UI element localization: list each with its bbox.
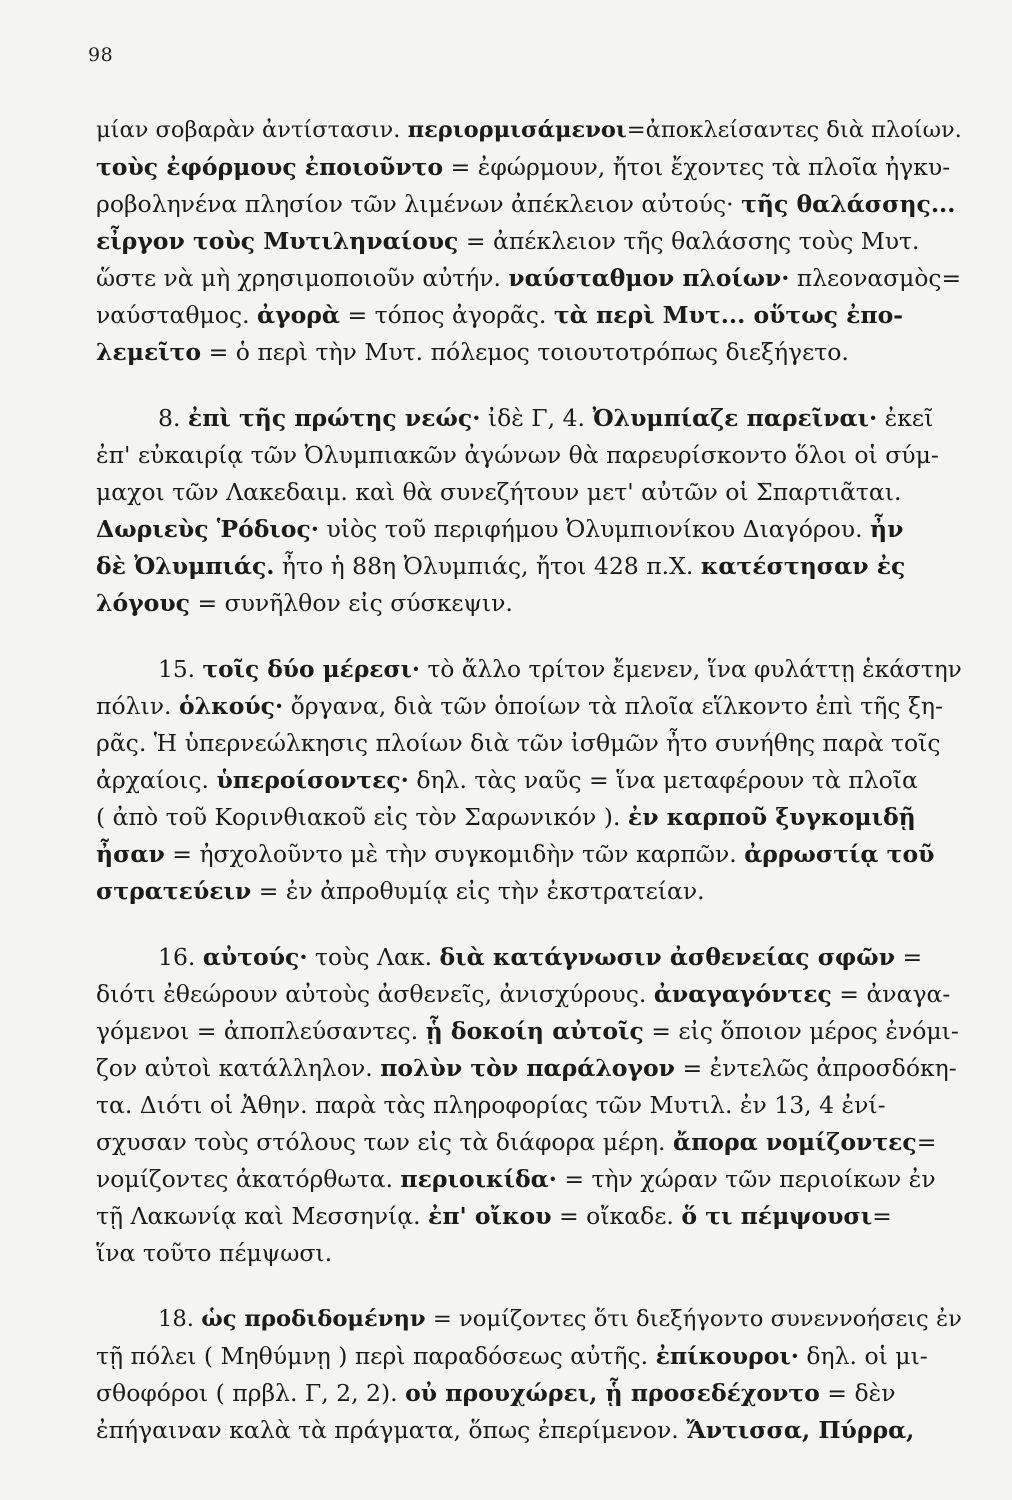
lemma-term: ἦν — [870, 515, 904, 543]
lemma-term: δὲ Ὀλυμπιάς. — [96, 552, 275, 580]
gloss-text: ἐκεῖ — [877, 404, 934, 432]
gloss-text: ρᾶς. Ἡ ὑπερνεώλκησις πλοίων διὰ τῶν ἰσθμῶν ἦτο συνήθης παρὰ τοῖς — [96, 729, 941, 757]
text-line — [96, 725, 962, 762]
lemma-term: αὐτούς· — [202, 943, 308, 971]
gloss-text: = δὲν — [819, 1379, 896, 1407]
text-line — [96, 836, 962, 873]
gloss-text: 15. — [158, 656, 203, 683]
lemma-term: στρατεύειν — [96, 877, 252, 905]
lemma-term: τὰ περὶ Μυτ... οὕτως ἐπο- — [553, 301, 904, 329]
gloss-text: = νομίζοντες ὅτι διεξήγοντο συνεννοήσεις ἐν — [425, 1306, 962, 1332]
gloss-text: μαχοι τῶν Λακεδαιμ. καὶ θὰ συνεζήτουν μετ' αὐτῶν οἱ Σπαρτιᾶται. — [96, 478, 902, 506]
gloss-text: ὄργανα, διὰ τῶν ὁποίων τὰ πλοῖα εἵλκοντο ἐπὶ τῆς ξη- — [283, 692, 943, 720]
gloss-text: = ἐν ἀπροθυμίᾳ εἰς τὴν ἐκστρατείαν. — [251, 877, 705, 905]
text-line — [96, 1301, 962, 1338]
lemma-term: ἀγορὰ — [257, 301, 341, 329]
gloss-text: ναύσταθμος. — [96, 301, 258, 329]
lemma-term: λόγους — [96, 589, 190, 617]
gloss-text: = ὁ περὶ τὴν Μυτ. πόλεμος τοιουτοτρόπως διεξήγετο. — [201, 338, 849, 366]
text-line — [96, 688, 962, 725]
gloss-text: 8. — [158, 404, 188, 432]
gloss-text: δηλ. τὰς ναῦς = ἵνα μεταφέρουν τὰ πλοῖα — [408, 766, 918, 794]
text-line — [96, 1375, 962, 1412]
lemma-term: ἐπὶ τῆς πρώτης νεώς· — [187, 404, 481, 432]
text-line — [96, 651, 962, 688]
lemma-term: ὅ τι πέμψουσι — [681, 1202, 873, 1230]
text-line — [96, 1050, 962, 1087]
gloss-text: = — [895, 943, 923, 971]
gloss-text: = συνῆλθον εἰς σύσκεψιν. — [189, 589, 513, 617]
lemma-term: περιορμισάμενοι — [407, 117, 627, 143]
text-line — [96, 149, 962, 186]
lemma-term: κατέστησαν ἐς — [700, 552, 906, 580]
lemma-term: ἦσαν — [96, 840, 165, 868]
gloss-text: = — [916, 1128, 937, 1156]
text-line — [96, 976, 962, 1013]
gloss-text: πόλιν. — [96, 692, 179, 720]
lemma-term: εἶργον τοὺς Μυτιληναίους — [96, 227, 459, 255]
text-line — [96, 334, 962, 371]
text-line — [96, 762, 962, 799]
gloss-text: = ἀναγα- — [831, 980, 951, 1008]
text-line — [96, 1087, 962, 1124]
gloss-text: 16. — [158, 943, 203, 971]
text-line — [96, 1412, 962, 1449]
gloss-text: = ἐντελῶς ἀπροσδόκη- — [674, 1054, 957, 1082]
lemma-term: ὑπεροίσοντες· — [216, 766, 409, 794]
lemma-term: ᾗ δοκοίη αὐτοῖς — [425, 1017, 644, 1045]
lemma-term: ἐπ' οἴκου — [428, 1202, 552, 1230]
page-number: 98 — [88, 44, 114, 66]
gloss-text: διότι ἐθεώρουν αὐτοὺς ἀσθενεῖς, ἀνισχύρους. — [96, 980, 654, 1008]
gloss-text: = εἰς ὅποιον μέρος ἐνόμι- — [643, 1017, 959, 1045]
gloss-text: = ἠσχολοῦντο μὲ τὴν συγκομιδὴν τῶν καρπῶν. — [164, 840, 745, 868]
lemma-term: ἐπίκουροι· — [655, 1342, 799, 1370]
lemma-term: πολὺν τὸν παράλογον — [380, 1054, 675, 1082]
gloss-text: ἵνα τοῦτο πέμψωσι. — [96, 1239, 333, 1267]
gloss-text: τα. Διότι οἱ Ἀθην. παρὰ τὰς πληροφορίας τῶν Μυτιλ. ἐν 13, 4 ἐνί- — [96, 1091, 886, 1119]
lemma-term: Ἄντισσα, Πύρρα, — [686, 1416, 915, 1444]
lemma-term: διὰ κατάγνωσιν ἀσθενείας σφῶν — [439, 943, 895, 971]
gloss-text: υἱὸς τοῦ περιφήμου Ὀλυμπιονίκου Διαγόρου. — [318, 515, 871, 543]
gloss-text: τῇ Λακωνίᾳ καὶ Μεσσηνίᾳ. — [96, 1202, 429, 1230]
gloss-text: = ἀπέκλειον τῆς θαλάσσης τοὺς Μυτ. — [458, 227, 920, 255]
gloss-text: ἀρχαίοις. — [96, 766, 217, 794]
gloss-text: ροβοληνένα πλησίον τῶν λιμένων ἀπέκλειον αὐτούς· — [96, 190, 742, 218]
gloss-text: τῇ πόλει ( Μηθύμνῃ ) περὶ παραδόσεως αὐτῆς. — [96, 1342, 656, 1370]
lemma-term: λεμεῖτο — [96, 338, 202, 366]
text-line — [96, 873, 962, 910]
lemma-term: ὁλκούς· — [178, 692, 284, 720]
gloss-text: =ἀποκλείσαντες διὰ πλοίων. — [626, 117, 962, 143]
text-line — [96, 223, 962, 260]
gloss-text: σθοφόροι ( πρβλ. Γ, 2, 2). — [96, 1379, 406, 1407]
gloss-text: = οἴκαδε. — [551, 1202, 682, 1230]
gloss-text: = — [872, 1202, 892, 1230]
gloss-text: 18. — [158, 1306, 202, 1332]
gloss-text: = τόπος ἀγορᾶς. — [340, 301, 554, 329]
gloss-text: = ἐφώρμουν, ἤτοι ἔχοντες τὰ πλοῖα ἠγκυ- — [443, 153, 951, 181]
gloss-text: νομίζοντες ἀκατόρθωτα. — [96, 1165, 401, 1193]
gloss-text: γόμενοι = ἀποπλεύσαντες. — [96, 1017, 426, 1045]
text-line — [96, 1161, 962, 1198]
lemma-term: ναύσταθμον πλοίων· — [508, 264, 790, 292]
lemma-term: τοὺς ἐφόρμους ἐποιοῦντο — [96, 153, 444, 181]
text-line — [96, 1124, 962, 1161]
text-line — [96, 297, 962, 334]
text-line — [96, 1198, 962, 1235]
lemma-term: ἀναγαγόντες — [653, 980, 832, 1008]
lemma-term: τοῖς δύο μέρεσι· — [202, 656, 421, 683]
gloss-text: ἐπήγαιναν καλὰ τὰ πράγματα, ὅπως ἐπερίμενον. — [96, 1416, 687, 1444]
lemma-term: ἐν καρποῦ ξυγκομιδῇ — [627, 803, 916, 831]
lemma-term: Ὀλυμπίαζε παρεῖναι· — [592, 404, 878, 432]
text-line — [96, 585, 962, 622]
text-line — [96, 186, 962, 223]
lemma-term: ὡς προδιδομένην — [201, 1306, 426, 1332]
lemma-term: περιοικίδα· — [400, 1165, 557, 1193]
text-line — [96, 437, 962, 474]
text-line — [96, 511, 962, 548]
text-line — [96, 474, 962, 511]
text-line — [96, 260, 962, 297]
lemma-term: ἀρρωστίᾳ τοῦ — [744, 840, 935, 868]
text-line — [96, 400, 962, 437]
gloss-text: ὥστε νὰ μὴ χρησιμοποιοῦν αὐτήν. — [96, 264, 509, 292]
text-line — [96, 1338, 962, 1375]
gloss-text: ἰδὲ Γ, 4. — [480, 404, 593, 432]
lemma-term: ἄπορα νομίζοντες — [673, 1128, 917, 1156]
gloss-text: ( ἀπὸ τοῦ Κορινθιακοῦ εἰς τὸν Σαρωνικόν ). — [96, 803, 628, 831]
body-text — [96, 112, 962, 1449]
gloss-text: ἐπ' εὐκαιρίᾳ τῶν Ὀλυμπιακῶν ἀγώνων θὰ παρευρίσκοντο ὅλοι οἱ σύμ- — [96, 441, 939, 469]
gloss-text: μίαν σοβαρὰν ἀντίστασιν. — [96, 117, 408, 143]
gloss-text: ἦτο ἡ 88η Ὀλυμπιάς, ἤτοι 428 π.Χ. — [274, 552, 701, 580]
text-line — [96, 799, 962, 836]
gloss-text: δηλ. οἱ μι- — [798, 1342, 928, 1370]
text-line — [96, 939, 962, 976]
text-line — [96, 112, 962, 149]
lemma-term: Δωριεὺς Ῥόδιος· — [96, 515, 319, 543]
lemma-term: τῆς θαλάσσης... — [741, 190, 956, 218]
gloss-text: τὸ ἄλλο τρίτον ἔμενεν, ἵνα φυλάττῃ ἑκάστην — [420, 656, 962, 683]
text-line — [96, 548, 962, 585]
gloss-text: πλεονασμὸς= — [789, 264, 962, 292]
gloss-text: τοὺς Λακ. — [307, 943, 440, 971]
gloss-text: = τὴν χώραν τῶν περιοίκων ἐν — [556, 1165, 936, 1193]
gloss-text: ζον αὐτοὶ κατάλληλον. — [96, 1054, 381, 1082]
gloss-text: σχυσαν τοὺς στόλους των εἰς τὰ διάφορα μέρη. — [96, 1128, 674, 1156]
text-line — [96, 1235, 962, 1272]
text-line — [96, 1013, 962, 1050]
lemma-term: οὐ προυχώρει, ᾗ προσεδέχοντο — [405, 1379, 820, 1407]
